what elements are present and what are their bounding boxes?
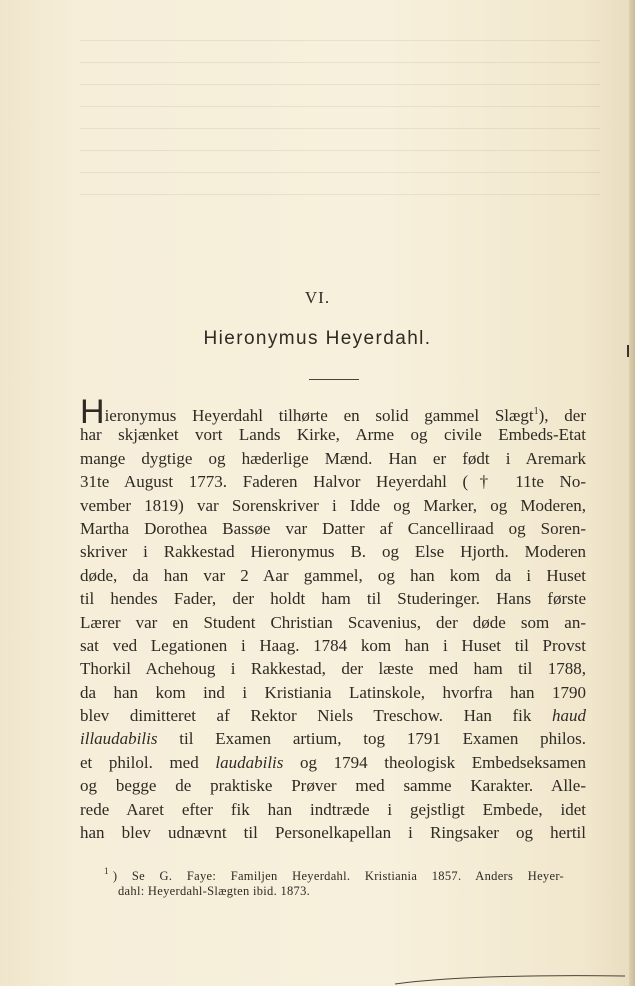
text-line (80, 727, 586, 750)
text-line: 31te August 1773. Faderen Halvor Heyerdahl († 11te No- (80, 472, 586, 492)
text-segment: ieronymus Heyerdahl tilhørte en solid gammel Slægt (104, 406, 534, 425)
text-line: mange dygtige og hæderlige Mænd. Han er født i Aremark (80, 448, 586, 468)
text-segment: til Examen artium, tog 1791 Examen philos. (179, 729, 586, 749)
text-line (80, 393, 586, 431)
footnote (104, 861, 564, 901)
footnote-line: dahl: Heyerdahl-Slægten ibid. 1873. (118, 884, 311, 898)
text-line: har skjænket vort Lands Kirke, Arme og civile Embeds-Etat (80, 425, 586, 445)
text-line: Thorkil Achehoug i Rakkestad, der læste med ham til 1788, (80, 659, 586, 679)
page-corner-curl (390, 960, 630, 986)
drop-cap: H (80, 393, 105, 431)
body-text (80, 393, 587, 844)
text-line: Lærer var en Student Christian Scavenius, der døde som an- (80, 612, 586, 632)
text-line: Martha Dorothea Bassøe var Datter af Cancelliraad og Soren- (80, 518, 586, 538)
italic-word: haud (552, 706, 587, 726)
text-line: han blev udnævnt til Personelkapellan i Ringsaker og hertil (80, 823, 586, 843)
text-line: døde, da han var 2 Aar gammel, og han kom da i Huset (80, 565, 586, 585)
footnote-mark: 1 (104, 866, 109, 876)
text-line: skriver i Rakkestad Hieronymus B. og Else Hjorth. Moderen (80, 542, 586, 562)
text-line: da han kom ind i Kristiania Latinskole, hvorfra han 1790 (80, 682, 586, 702)
text-segment: og 1794 theologisk Embedseksamen (300, 752, 587, 772)
title-rule (309, 379, 359, 380)
text-line (80, 751, 586, 774)
footnote-reference: 1 (533, 406, 539, 417)
text-line (80, 704, 586, 727)
italic-word: illaudabilis (80, 729, 158, 749)
italic-word: laudabilis (215, 752, 284, 772)
text-segment: blev dimitteret af Rektor Niels Treschow. Han fik (80, 706, 532, 726)
text-segment: et philol. med (80, 752, 199, 772)
text-line: sat ved Legationen i Haag. 1784 kom han i Huset til Provst (80, 635, 586, 655)
text-segment: ), der (538, 406, 586, 425)
text-line: til hendes Fader, der holdt ham til Studeringer. Hans første (80, 589, 586, 609)
footnote-text: ) Se G. Faye: Familjen Heyerdahl. Kristiania 1857. Anders Heyer- (112, 869, 564, 883)
text-line: og begge de praktiske Prøver med samme Karakter. Alle- (80, 776, 586, 796)
bleed-through-text (80, 40, 600, 240)
text-line: rede Aaret efter fik han indtræde i gejstligt Embede, idet (80, 799, 586, 819)
footnote-line (104, 861, 564, 881)
page-edge (629, 0, 635, 986)
chapter-title: Hieronymus Heyerdahl. (203, 328, 432, 349)
chapter-number: VI. (304, 288, 331, 307)
text-line: vember 1819) var Sorenskriver i Idde og Marker, og Moderen, (80, 495, 586, 515)
